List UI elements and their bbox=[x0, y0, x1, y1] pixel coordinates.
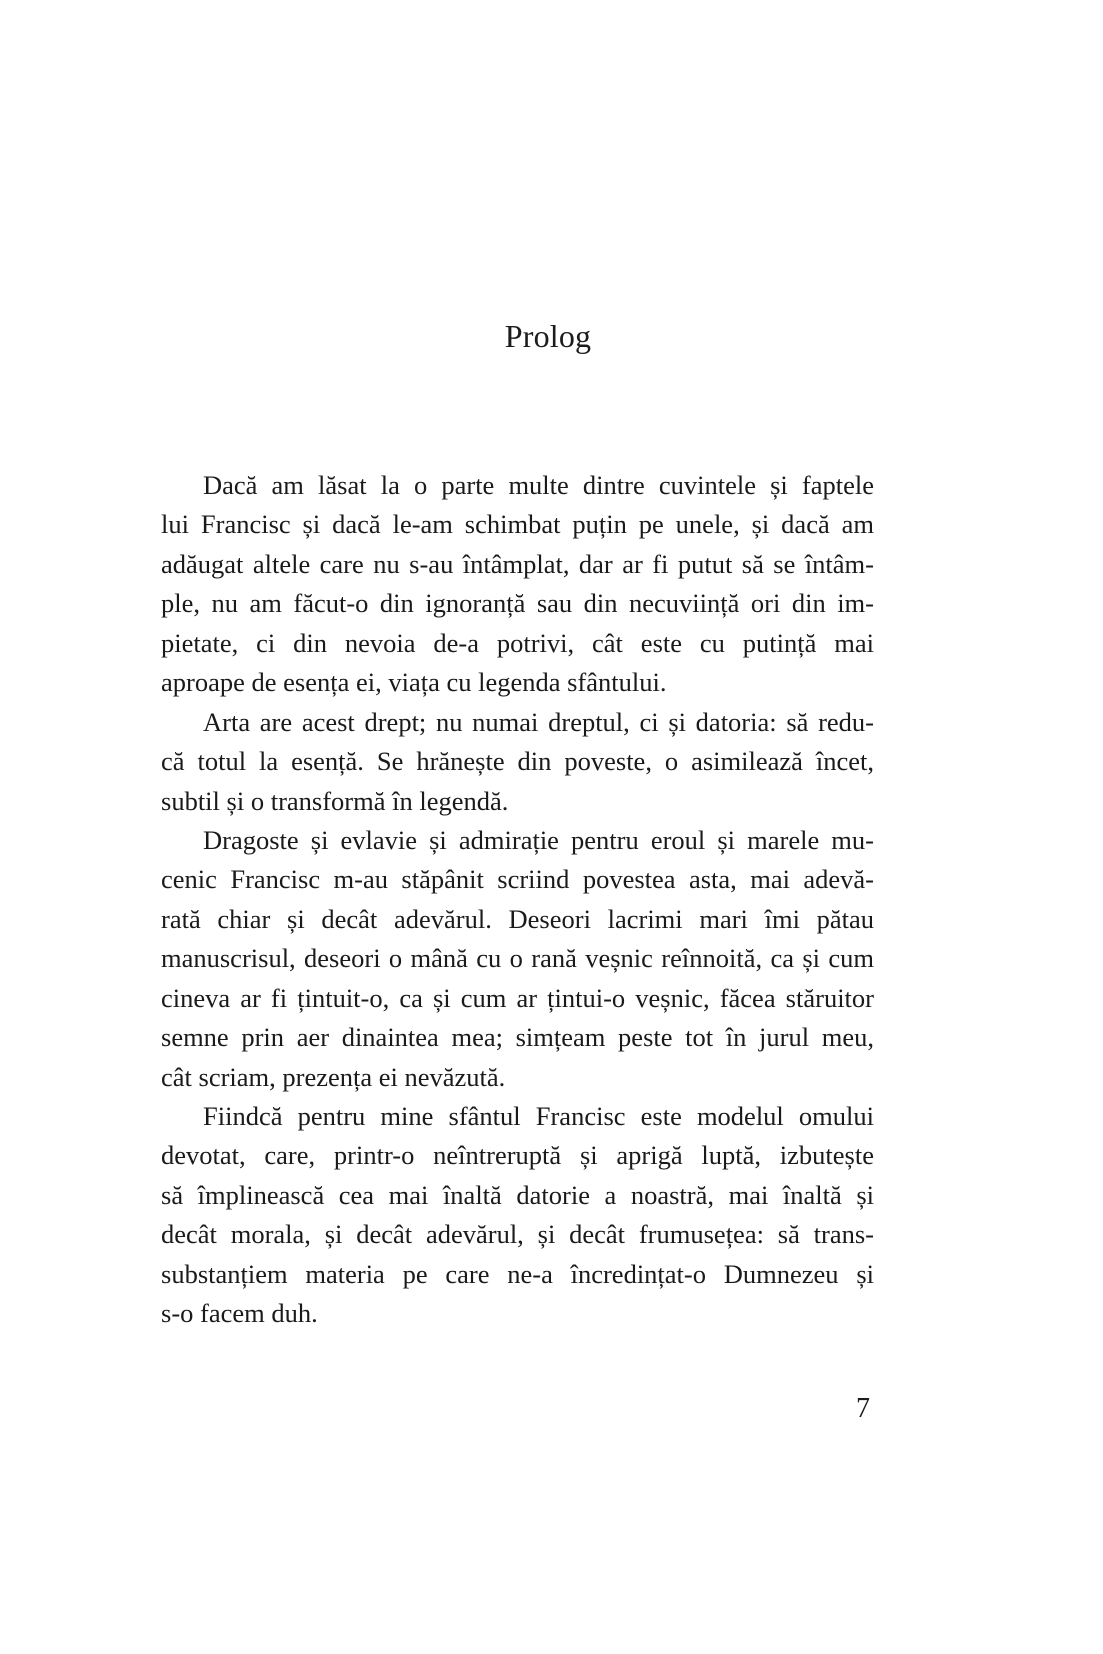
text-line: cenic Francisc m-au stăpânit scriind povestea asta, mai adevă- bbox=[161, 864, 874, 895]
text-line: Dacă am lăsat la o parte multe dintre cuvintele și faptele bbox=[203, 470, 874, 500]
chapter-title: Prolog bbox=[504, 318, 592, 354]
text-line: să împlinească cea mai înaltă datorie a noastră, mai înaltă și bbox=[161, 1179, 874, 1210]
text-line: manuscrisul, deseori o mână cu o rană veșnic reînnoită, ca și cum bbox=[161, 943, 874, 974]
paragraph bbox=[161, 821, 874, 1097]
prologue-body bbox=[161, 466, 874, 1334]
text-line: cât scriam, prezența ei nevăzută. bbox=[161, 1061, 506, 1092]
text-line: Arta are acest drept; nu numai dreptul, ci și datoria: să redu- bbox=[203, 706, 874, 737]
text-line: devotat, care, printr-o neîntreruptă și aprigă luptă, izbutește bbox=[161, 1140, 874, 1171]
paragraph bbox=[161, 1097, 874, 1334]
page-number: 7 bbox=[856, 1393, 870, 1424]
text-line: adăugat altele care nu s-au întâmplat, dar ar fi putut să se întâm- bbox=[161, 548, 874, 579]
text-line: aproape de esența ei, viața cu legenda sfântului. bbox=[161, 667, 667, 698]
text-line: rată chiar și decât adevărul. Deseori lacrimi mari îmi pătau bbox=[161, 903, 874, 934]
text-line: că totul la esență. Se hrănește din poveste, o asimilează încet, bbox=[161, 746, 874, 777]
text-line: pietate, ci din nevoia de-a potrivi, cât este cu putință mai bbox=[161, 627, 874, 658]
text-line: lui Francisc și dacă le-am schimbat puțin pe unele, și dacă am bbox=[161, 509, 874, 540]
text-line: subtil și o transformă în legendă. bbox=[161, 785, 509, 816]
text-line: cineva ar fi țintuit-o, ca și cum ar țintui-o veșnic, făcea stăruitor bbox=[161, 982, 874, 1013]
text-line: s-o facem duh. bbox=[161, 1298, 318, 1329]
text-line: substanțiem materia pe care ne-a încredințat-o Dumnezeu și bbox=[161, 1258, 874, 1289]
paragraph bbox=[161, 703, 874, 821]
text-line: Dragoste și evlavie și admirație pentru eroul și marele mu- bbox=[203, 824, 874, 855]
text-line: ple, nu am făcut-o din ignoranță sau din necuviință ori din im- bbox=[161, 588, 874, 619]
text-line: decât morala, și decât adevărul, și decât frumusețea: să trans- bbox=[161, 1219, 874, 1250]
text-line: Fiindcă pentru mine sfântul Francisc este modelul omului bbox=[203, 1101, 874, 1131]
paragraph bbox=[161, 466, 874, 703]
text-line: semne prin aer dinaintea mea; simțeam peste tot în jurul meu, bbox=[161, 1022, 874, 1053]
